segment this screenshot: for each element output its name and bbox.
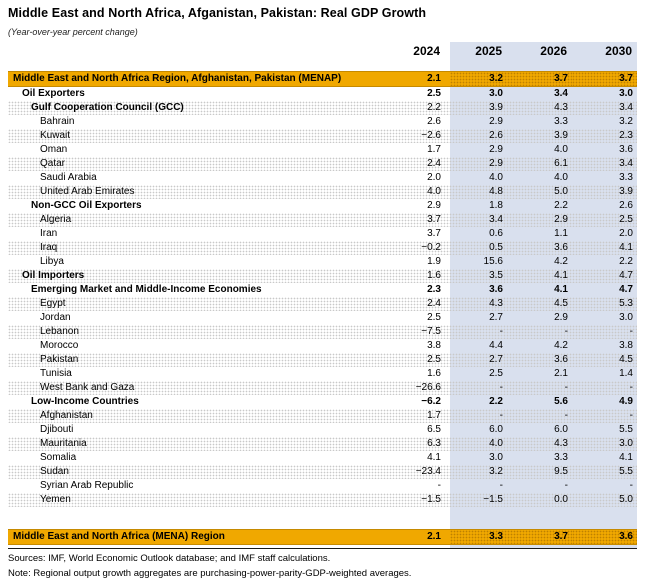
- header-spacer: [8, 44, 391, 58]
- value-cell-2026: 4.2: [554, 340, 568, 351]
- value-cell-2026: 5.0: [554, 186, 568, 197]
- value-cell-2024: 2.1: [427, 73, 441, 84]
- value-cell-2025: 3.6: [489, 284, 503, 295]
- row-label: Sudan: [40, 466, 69, 477]
- value-cell-2024: −2.6: [421, 130, 441, 141]
- table-row: [8, 395, 637, 409]
- value-cell-2025: 2.2: [489, 396, 503, 407]
- sources-note: Sources: IMF, World Economic Outlook database; and IMF staff calculations.: [8, 553, 331, 564]
- value-cell-2026: 3.7: [507, 530, 572, 544]
- value-cell-2024: 2.4: [427, 158, 441, 169]
- value-cell-2024: −26.6: [415, 382, 441, 393]
- value-cell-2024: -: [437, 480, 441, 491]
- value-cell-2030: 2.3: [619, 130, 633, 141]
- value-cell-2024: 3.7: [427, 228, 441, 239]
- value-cell-2024: −6.2: [421, 396, 441, 407]
- row-label: Kuwait: [40, 130, 71, 141]
- value-cell-2025: 3.0: [489, 88, 503, 99]
- value-cell-2026: 2.1: [554, 368, 568, 379]
- row-label: Tunisia: [40, 368, 72, 379]
- value-cell-2024: 1.6: [427, 270, 441, 281]
- row-label: Jordan: [40, 312, 71, 323]
- value-cell-2026: -: [564, 326, 568, 337]
- column-header-row: [8, 44, 637, 58]
- value-cell-2026: -: [564, 480, 568, 491]
- table-bottom-rule: [8, 548, 637, 549]
- value-cell-2025: 4.8: [489, 186, 503, 197]
- row-label: Mauritania: [40, 438, 87, 449]
- row-label: Morocco: [40, 340, 79, 351]
- value-cell-2026: 3.3: [554, 452, 568, 463]
- value-cell-2030: -: [629, 410, 633, 421]
- table-row: [8, 199, 637, 213]
- value-cell-2030: 5.0: [619, 494, 633, 505]
- value-cell-2025: 4.3: [489, 298, 503, 309]
- table-row: [8, 409, 637, 423]
- value-cell-2025: 3.2: [489, 466, 503, 477]
- row-label: Low-Income Countries: [31, 396, 139, 407]
- table-row: [8, 465, 637, 479]
- table-row: [8, 479, 637, 493]
- value-cell-2030: 5.3: [619, 298, 633, 309]
- value-cell-2030: 1.4: [619, 368, 633, 379]
- table-row: [8, 493, 637, 507]
- value-cell-2026: 2.9: [554, 312, 568, 323]
- page-title: Middle East and North Africa, Afganistan, Pakistan: Real GDP Growth: [8, 6, 427, 20]
- value-cell-2030: -: [629, 326, 633, 337]
- table-row: [8, 311, 637, 325]
- value-cell-2024: 6.5: [427, 424, 441, 435]
- row-label: Djibouti: [40, 424, 74, 435]
- value-cell-2026: 9.5: [554, 466, 568, 477]
- value-cell-2024: −7.5: [421, 326, 441, 337]
- value-cell-2030: 3.2: [619, 116, 633, 127]
- value-cell-2026: 4.3: [554, 102, 568, 113]
- value-cell-2024: 6.3: [427, 438, 441, 449]
- value-cell-2030: 3.4: [619, 102, 633, 113]
- row-label: Middle East and North Africa Region, Afghanistan, Pakistan (MENAP): [13, 73, 342, 84]
- row-label: Qatar: [40, 158, 66, 169]
- value-cell-2030: 4.7: [619, 270, 633, 281]
- table-row: [8, 437, 637, 451]
- table-row: [8, 529, 637, 545]
- page-subtitle: (Year-over-year percent change): [8, 27, 138, 37]
- value-cell-2024: 2.4: [427, 298, 441, 309]
- row-label: Afghanistan: [40, 410, 93, 421]
- value-cell-2025: 4.0: [489, 172, 503, 183]
- value-cell-2026: 2.2: [554, 200, 568, 211]
- value-cell-2024: 3.8: [427, 340, 441, 351]
- value-cell-2025: 15.6: [483, 256, 503, 267]
- column-header-2024: 2024: [413, 44, 440, 58]
- row-label: Egypt: [40, 298, 66, 309]
- table-row: [8, 255, 637, 269]
- table-row: [8, 157, 637, 171]
- value-cell-2024: −1.5: [421, 494, 441, 505]
- value-cell-2025: 3.5: [489, 270, 503, 281]
- value-cell-2030: 3.0: [619, 312, 633, 323]
- value-cell-2025: 3.9: [489, 102, 503, 113]
- row-label: Yemen: [40, 494, 71, 505]
- value-cell-2024: 1.7: [427, 144, 441, 155]
- row-label: Emerging Market and Middle-Income Economies: [31, 284, 262, 295]
- table-row: [8, 325, 637, 339]
- value-cell-2025: 3.3: [450, 530, 507, 544]
- table-row: [8, 213, 637, 227]
- value-cell-2025: 3.0: [489, 452, 503, 463]
- value-cell-2025: 0.5: [489, 242, 503, 253]
- row-label: Gulf Cooperation Council (GCC): [31, 102, 184, 113]
- value-cell-2030: 4.1: [619, 452, 633, 463]
- value-cell-2026: 4.1: [554, 270, 568, 281]
- value-cell-2025: 4.0: [489, 438, 503, 449]
- table-row: [8, 283, 637, 297]
- value-cell-2026: 4.2: [554, 256, 568, 267]
- value-cell-2024: 4.0: [427, 186, 441, 197]
- value-cell-2030: -: [629, 382, 633, 393]
- row-label: Oil Exporters: [22, 88, 85, 99]
- table-row: [8, 381, 637, 395]
- value-cell-2025: 6.0: [489, 424, 503, 435]
- table-row: [8, 129, 637, 143]
- value-cell-2024: −0.2: [421, 242, 441, 253]
- value-cell-2024: 2.5: [427, 354, 441, 365]
- value-cell-2025: 2.7: [489, 354, 503, 365]
- row-label: United Arab Emirates: [40, 186, 135, 197]
- value-cell-2024: 2.1: [427, 531, 441, 542]
- row-label: Lebanon: [40, 326, 79, 337]
- table-row: [8, 451, 637, 465]
- column-header-2030: 2030: [605, 44, 632, 58]
- row-label: Middle East and North Africa (MENA) Region: [13, 531, 225, 542]
- value-cell-2026: -: [564, 410, 568, 421]
- value-cell-2026: 3.3: [554, 116, 568, 127]
- value-cell-2030: 2.0: [619, 228, 633, 239]
- table-row: [8, 241, 637, 255]
- row-label: Iraq: [40, 242, 58, 253]
- value-cell-2026: 3.6: [554, 242, 568, 253]
- value-cell-2025: -: [499, 410, 503, 421]
- value-cell-2024: 3.7: [427, 214, 441, 225]
- value-cell-2026: 3.4: [554, 88, 568, 99]
- value-cell-2030: 4.1: [619, 242, 633, 253]
- value-cell-2025: -: [499, 326, 503, 337]
- value-cell-2026: -: [564, 382, 568, 393]
- value-cell-2026: 4.5: [554, 298, 568, 309]
- value-cell-2026: 3.9: [554, 130, 568, 141]
- value-cell-2030: 3.4: [619, 158, 633, 169]
- value-cell-2030: 4.5: [619, 354, 633, 365]
- value-cell-2030: 3.0: [619, 88, 633, 99]
- row-label: Syrian Arab Republic: [40, 480, 134, 491]
- table-row: [8, 353, 637, 367]
- table-row: [8, 269, 637, 283]
- table-row: [8, 71, 637, 87]
- value-cell-2030: 3.3: [619, 172, 633, 183]
- value-cell-2024: 2.0: [427, 172, 441, 183]
- value-cell-2026: 6.1: [554, 158, 568, 169]
- value-cell-2025: 0.6: [489, 228, 503, 239]
- value-cell-2030: 2.6: [619, 200, 633, 211]
- value-cell-2025: 2.5: [489, 368, 503, 379]
- value-cell-2024: 2.2: [427, 102, 441, 113]
- table-row: [8, 115, 637, 129]
- value-cell-2024: 2.9: [427, 200, 441, 211]
- column-header-2026: 2026: [540, 44, 567, 58]
- value-cell-2025: -: [499, 480, 503, 491]
- value-cell-2024: 2.5: [427, 312, 441, 323]
- value-cell-2025: 4.4: [489, 340, 503, 351]
- value-cell-2030: 3.6: [619, 144, 633, 155]
- row-label: Somalia: [40, 452, 77, 463]
- table-row: [8, 87, 637, 101]
- value-cell-2030: 2.2: [619, 256, 633, 267]
- value-cell-2026: 1.1: [554, 228, 568, 239]
- row-label: Pakistan: [40, 354, 79, 365]
- value-cell-2026: 3.6: [554, 354, 568, 365]
- value-cell-2024: 2.6: [427, 116, 441, 127]
- value-cell-2025: 2.9: [489, 116, 503, 127]
- table-row: [8, 367, 637, 381]
- value-cell-2026: 5.6: [554, 396, 568, 407]
- value-cell-2030: 3.9: [619, 186, 633, 197]
- value-cell-2024: 2.5: [427, 88, 441, 99]
- table-row: [8, 297, 637, 311]
- row-label: Iran: [40, 228, 58, 239]
- value-cell-2025: −1.5: [483, 494, 503, 505]
- value-cell-2024: 4.1: [427, 452, 441, 463]
- column-header-2025: 2025: [475, 44, 502, 58]
- table-row: [8, 423, 637, 437]
- table-row: [8, 143, 637, 157]
- value-cell-2026: 6.0: [554, 424, 568, 435]
- table-row: [8, 339, 637, 353]
- value-cell-2030: 4.9: [619, 396, 633, 407]
- value-cell-2030: 3.0: [619, 438, 633, 449]
- table-row: [8, 185, 637, 199]
- value-cell-2030: 2.5: [619, 214, 633, 225]
- value-cell-2025: 2.9: [489, 144, 503, 155]
- value-cell-2030: 5.5: [619, 466, 633, 477]
- value-cell-2026: 4.0: [554, 144, 568, 155]
- value-cell-2025: 2.7: [489, 312, 503, 323]
- value-cell-2030: 5.5: [619, 424, 633, 435]
- methodology-note: Note: Regional output growth aggregates are purchasing-power-parity-GDP-weighted averages.: [8, 568, 412, 579]
- value-cell-2030: -: [629, 480, 633, 491]
- value-cell-2026: 4.0: [554, 172, 568, 183]
- value-cell-2025: 2.6: [489, 130, 503, 141]
- row-label: West Bank and Gaza: [40, 382, 135, 393]
- row-label: Bahrain: [40, 116, 75, 127]
- value-cell-2030: 4.7: [619, 284, 633, 295]
- value-cell-2025: 2.9: [489, 158, 503, 169]
- value-cell-2025: 3.2: [450, 72, 507, 86]
- value-cell-2030: 3.6: [572, 530, 637, 544]
- value-cell-2026: 4.1: [554, 284, 568, 295]
- value-cell-2026: 3.7: [507, 72, 572, 86]
- value-cell-2030: 3.8: [619, 340, 633, 351]
- table-row: [8, 227, 637, 241]
- value-cell-2024: 1.9: [427, 256, 441, 267]
- row-label: Oman: [40, 144, 68, 155]
- value-cell-2026: 2.9: [554, 214, 568, 225]
- value-cell-2024: −23.4: [415, 466, 441, 477]
- value-cell-2024: 1.7: [427, 410, 441, 421]
- table-row: [8, 171, 637, 185]
- value-cell-2026: 4.3: [554, 438, 568, 449]
- value-cell-2024: 1.6: [427, 368, 441, 379]
- row-label: Saudi Arabia: [40, 172, 97, 183]
- value-cell-2030: 3.7: [572, 72, 637, 86]
- row-label: Oil Importers: [22, 270, 85, 281]
- value-cell-2025: -: [499, 382, 503, 393]
- value-cell-2026: 0.0: [554, 494, 568, 505]
- value-cell-2025: 1.8: [489, 200, 503, 211]
- value-cell-2024: 2.3: [427, 284, 441, 295]
- table-row: [8, 101, 637, 115]
- row-label: Algeria: [40, 214, 72, 225]
- table-body: [8, 71, 637, 545]
- row-label: Libya: [40, 256, 64, 267]
- row-label: Non-GCC Oil Exporters: [31, 200, 142, 211]
- value-cell-2025: 3.4: [489, 214, 503, 225]
